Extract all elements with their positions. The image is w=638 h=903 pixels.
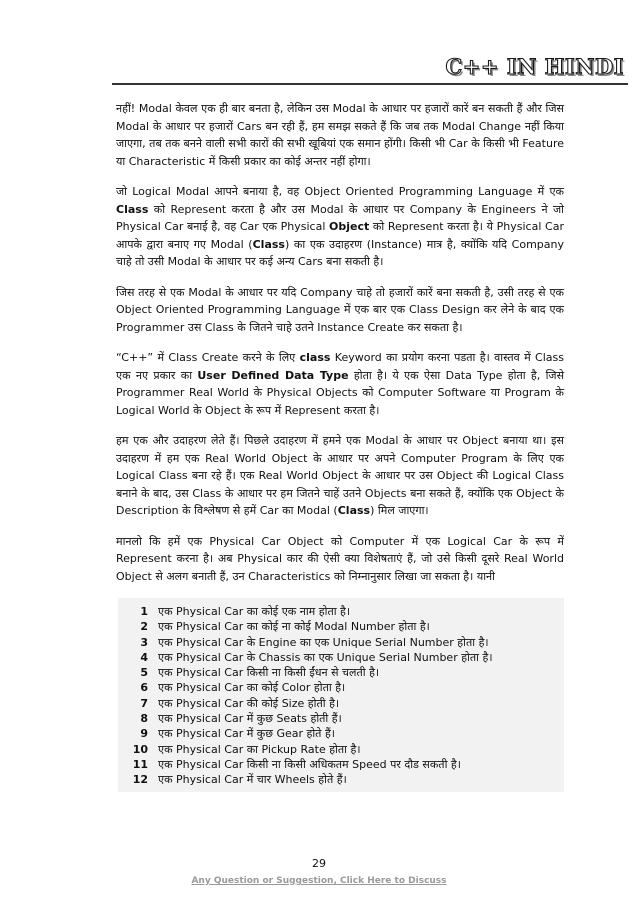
list-item — [118, 604, 564, 619]
text-run: को Represent करता है। ये Physical Car आपके द्वारा बनाए गए Modal ( — [116, 220, 564, 251]
bold-text: class — [299, 351, 331, 364]
text-run: नहीं! Modal केवल एक ही बार बनता है, लेकिन उस Modal के आधार पर हजारों कारें बन सकती हैं और जिस Modal के आधार पर हजारों Cars बन रही हैं, हम समझ सकते हैं कि जब तक Modal Change नहीं किया जाएगा, तब तक बनने वाली सभी कारों की सभी खूबियां एक समान होंगी। किसी भी Car के किसी भी Feature या Characteristic में किसी प्रकार का कोई अन्तर नहीं होगा। — [116, 102, 564, 168]
list-item-number: 1 — [140, 605, 148, 618]
header-rule — [112, 83, 628, 85]
list-item-text: एक Physical Car में चार Wheels होते हैं। — [158, 773, 347, 787]
text-run: “C++” में Class Create करने के लिए — [116, 351, 300, 364]
paragraph — [116, 432, 564, 520]
list-item — [118, 680, 564, 695]
text-run: Keyword का प्रयोग करना पडता है। वास्तव में Class एक नए प्रकार का — [116, 351, 564, 382]
text-run: को Represent करता है और उस Modal के आधार पर Company के Engineers ने जो Physical Car बनाई है, वह Car एक Physical — [116, 202, 564, 233]
paragraph — [116, 284, 564, 337]
list-item-number: 2 — [140, 620, 148, 634]
list-item-text: एक Physical Car का Pickup Rate होता है। — [158, 742, 361, 756]
paragraph — [116, 349, 564, 419]
list-item-number: 10 — [132, 742, 148, 756]
list-item-text: एक Physical Car का कोई ना कोई Modal Number होता है। — [158, 620, 430, 634]
paragraphs — [116, 100, 564, 585]
list-item-number: 4 — [140, 650, 148, 664]
list-item-text: एक Physical Car के Chassis का एक Unique Serial Number होता है। — [158, 650, 493, 664]
list-item-number: 7 — [140, 696, 148, 710]
list-item-text: एक Physical Car के Engine का एक Unique Serial Number होता है। — [158, 635, 489, 649]
header-title: C++ IN HINDI — [445, 54, 624, 79]
list-item-number: 6 — [140, 681, 148, 695]
text-run: मानलो कि हमें एक Physical Car Object को Computer में एक Logical Car के रूप में Represent करना है। अब Physical कार की ऐसी क्या विशेषताएं हैं, जो उसे किसी दूसरे Real World Object से अलग बनाती हैं, उन Characteristics को निम्नानुसार लिखा जा सकता है। यानी — [116, 534, 564, 583]
list-item-text: एक Physical Car में कुछ Gear होते हैं। — [158, 727, 335, 741]
list-item-number: 11 — [132, 757, 148, 771]
feature-list — [118, 598, 564, 792]
text-run: ) मिल जाएगा। — [370, 504, 429, 517]
list-item — [118, 711, 564, 726]
paragraph — [116, 533, 564, 586]
list-item — [118, 757, 564, 772]
paragraph — [116, 100, 564, 170]
list-item-text: एक Physical Car किसी ना किसी ईंधन से चलती है। — [158, 666, 380, 680]
bold-text: Class — [116, 202, 149, 216]
list-item-number: 12 — [132, 773, 148, 787]
text-run: हम एक और उदाहरण लेते हैं। पिछले उदाहरण में हमने एक Modal के आधार पर Object बनाया था। इस उदाहरण में हम एक Real World Object के आधार पर अपने Computer Program के लिए एक Logical Class बना रहे हैं। एक Real World Object के आधार पर उस Object की Logical Class बनाने के बाद, उस Class के आधार पर हम जितने चाहें उतने Objects बना सकते हैं, क्योंकि एक Object के Description के विश्लेषण से हमें Car का Modal ( — [116, 434, 564, 517]
list-item-text: एक Physical Car का कोई Color होता है। — [158, 681, 346, 695]
text-run: जो Logical Modal आपने बनाया है, वह Object Oriented Programming Language में एक — [116, 185, 564, 198]
bold-text: Class — [337, 504, 371, 517]
list-item-text: एक Physical Car का कोई एक नाम होता है। — [158, 605, 351, 618]
list-item-text: एक Physical Car की कोई Size होती है। — [158, 696, 340, 710]
list-item — [118, 772, 564, 787]
bold-text: Class — [252, 237, 285, 251]
list-item-number: 8 — [140, 712, 148, 726]
text-run: जिस तरह से एक Modal के आधार पर यदि Company चाहे तो हजारों कारें बना सकती है, उसी तरह से एक Object Oriented Programming Language में एक बार एक Class Design कर लेने के बाद एक Programmer उस Class के जितने चाहे उतने Instance Create कर सकता है। — [116, 285, 564, 334]
list-item-number: 9 — [140, 727, 148, 741]
list-item — [118, 665, 564, 680]
paragraph — [116, 183, 564, 271]
list-item-text: एक Physical Car किसी ना किसी अधिकतम Speed पर दौड सकती है। — [158, 757, 461, 771]
list-item — [118, 619, 564, 634]
list-item — [118, 696, 564, 711]
bold-text: User Defined Data Type — [197, 368, 349, 382]
main-content — [116, 100, 564, 792]
list-item — [118, 742, 564, 757]
discuss-link[interactable]: Any Question or Suggestion, Click Here to Discuss — [191, 876, 447, 886]
list-item — [118, 635, 564, 650]
list-item — [118, 650, 564, 665]
page-number: 29 — [312, 857, 326, 870]
text-run: होता है। ये एक ऐसा Data Type होता है, जिसे Programmer Real World के Physical Objects को Computer Software या Program के Logical World के Object के रूप में Represent करता है। — [116, 368, 565, 417]
bold-text: Object — [329, 220, 370, 233]
list-item-number: 5 — [140, 666, 148, 680]
list-item-text: एक Physical Car में कुछ Seats होती हैं। — [158, 712, 342, 726]
list-item-number: 3 — [140, 635, 148, 649]
list-item — [118, 726, 564, 741]
text-run: ) का एक उदाहरण (Instance) मात्र है, क्योंकि यदि Company चाहे तो उसी Modal के आधार पर कई अन्य Cars बना सकती है। — [116, 237, 564, 268]
